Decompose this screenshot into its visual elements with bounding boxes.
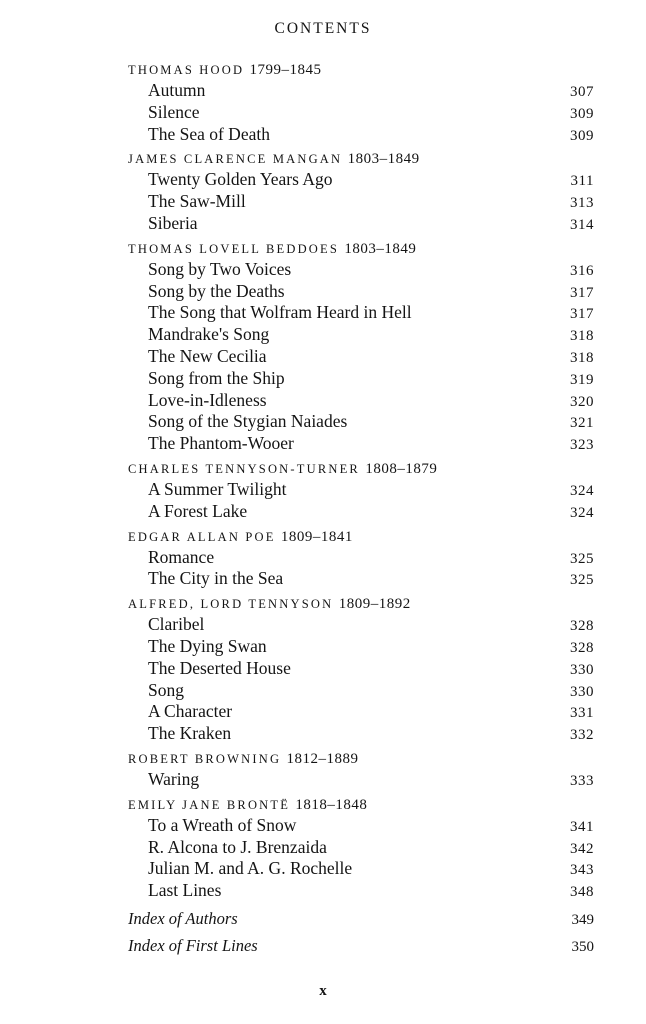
poem-title: A Forest Lake <box>148 500 248 521</box>
poem-title: The Deserted House <box>148 657 291 678</box>
poem-title: The Sea of Death <box>148 123 270 144</box>
poem-title: Claribel <box>148 614 205 635</box>
page-ref: 319 <box>570 371 594 388</box>
toc-entry <box>128 302 594 324</box>
author-heading <box>128 60 594 80</box>
index-title: Index of Authors <box>128 908 238 928</box>
toc-entry <box>128 815 594 837</box>
page-ref: 316 <box>570 262 594 279</box>
page-ref: 331 <box>570 705 594 722</box>
poem-title: Last Lines <box>148 880 222 901</box>
toc-entry <box>128 614 594 636</box>
author-section <box>128 594 594 745</box>
author-heading <box>128 795 594 815</box>
poem-title: Song by the Deaths <box>148 280 285 301</box>
author-dates: 1809–1892 <box>338 596 411 613</box>
toc-entry <box>128 281 594 303</box>
index-entry <box>128 933 594 958</box>
poem-title: Silence <box>148 101 200 122</box>
author-heading <box>128 594 594 614</box>
page-ref: 324 <box>570 482 594 499</box>
author-dates: 1818–1848 <box>295 796 368 813</box>
author-section <box>128 60 594 145</box>
page-ref: 328 <box>570 639 594 656</box>
author-heading <box>128 459 594 479</box>
poem-title: Julian M. and A. G. Rochelle <box>148 858 353 879</box>
author-heading <box>128 239 594 259</box>
author-section <box>128 795 594 902</box>
toc-entry <box>128 858 594 880</box>
toc-entry <box>128 390 594 412</box>
toc-entry <box>128 701 594 723</box>
toc-entry <box>128 124 594 146</box>
toc-entry <box>128 169 594 191</box>
author-name: THOMAS LOVELL BEDDOES <box>128 241 340 256</box>
index-entry <box>128 906 594 931</box>
author-section <box>128 459 594 523</box>
author-name: EDGAR ALLAN POE <box>128 529 276 544</box>
page-ref: 311 <box>570 173 594 190</box>
poem-title: Mandrake's Song <box>148 324 270 345</box>
poem-title: Song by Two Voices <box>148 258 292 279</box>
poem-title: The Song that Wolfram Heard in Hell <box>148 302 412 323</box>
author-section <box>128 149 594 234</box>
toc-entry <box>128 259 594 281</box>
toc-entry <box>128 368 594 390</box>
author-name: THOMAS HOOD <box>128 63 245 77</box>
poem-title: A Summer Twilight <box>148 478 287 499</box>
page-ref: 320 <box>570 393 594 410</box>
page-ref: 348 <box>570 884 594 901</box>
author-dates: 1812–1889 <box>286 750 359 767</box>
page-ref: 341 <box>570 818 594 835</box>
page-ref: 325 <box>570 550 594 567</box>
toc-entry <box>128 80 594 102</box>
page-ref: 318 <box>570 328 594 345</box>
toc-entry <box>128 324 594 346</box>
poem-title: A Character <box>148 701 233 722</box>
poem-title: Song from the Ship <box>148 367 285 388</box>
poem-title: Song <box>148 679 184 700</box>
toc-entry <box>128 191 594 213</box>
table-of-contents <box>128 60 594 958</box>
author-dates: 1799–1845 <box>249 62 322 78</box>
poem-title: The City in the Sea <box>148 568 284 589</box>
page-ref: 349 <box>571 911 594 928</box>
toc-entry <box>128 547 594 569</box>
page-ref: 309 <box>570 127 594 144</box>
poem-title: The Kraken <box>148 723 232 744</box>
page-ref: 324 <box>570 504 594 521</box>
page-ref: 350 <box>571 938 594 955</box>
toc-entry <box>128 411 594 433</box>
page-ref: 328 <box>570 618 594 635</box>
page-ref: 330 <box>570 661 594 678</box>
toc-entry <box>128 568 594 590</box>
page-ref: 333 <box>570 772 594 789</box>
toc-entry <box>128 658 594 680</box>
author-name: EMILY JANE BRONTË <box>128 797 291 812</box>
author-name: ALFRED, LORD TENNYSON <box>128 597 334 612</box>
poem-title: Autumn <box>148 80 206 100</box>
page-ref: 314 <box>570 216 594 233</box>
toc-entry <box>128 213 594 235</box>
author-name: ROBERT BROWNING <box>128 751 282 766</box>
poem-title: Twenty Golden Years Ago <box>148 169 333 190</box>
page-ref: 323 <box>570 437 594 454</box>
author-heading <box>128 149 594 169</box>
page-ref: 332 <box>570 727 594 744</box>
toc-entry <box>128 837 594 859</box>
poem-title: Waring <box>148 768 200 789</box>
page-ref: 307 <box>570 84 594 100</box>
author-dates: 1803–1849 <box>344 240 417 257</box>
page-ref: 343 <box>570 862 594 879</box>
toc-entry <box>128 880 594 902</box>
author-heading <box>128 527 594 547</box>
page-ref: 317 <box>570 306 594 323</box>
toc-entry <box>128 102 594 124</box>
page-ref: 309 <box>570 105 594 122</box>
author-heading <box>128 749 594 769</box>
poem-title: The Phantom-Wooer <box>148 433 294 454</box>
poem-title: Love-in-Idleness <box>148 389 267 410</box>
author-section <box>128 527 594 591</box>
author-name: JAMES CLARENCE MANGAN <box>128 152 343 167</box>
index-title: Index of First Lines <box>128 935 258 955</box>
toc-entry <box>128 433 594 455</box>
page-ref: 317 <box>570 284 594 301</box>
poem-title: The Saw-Mill <box>148 191 246 212</box>
toc-entry <box>128 479 594 501</box>
poem-title: R. Alcona to J. Brenzaida <box>148 836 327 857</box>
toc-entry <box>128 680 594 702</box>
author-name: CHARLES TENNYSON-TURNER <box>128 461 360 476</box>
page-ref: 325 <box>570 572 594 589</box>
page-ref: 321 <box>570 415 594 432</box>
poem-title: Siberia <box>148 212 198 233</box>
page-number: x <box>319 983 327 999</box>
poem-title: The Dying Swan <box>148 635 267 656</box>
toc-entry <box>128 501 594 523</box>
toc-entry <box>128 346 594 368</box>
page-ref: 318 <box>570 349 594 366</box>
poem-title: Song of the Stygian Naiades <box>148 411 348 432</box>
page-ref: 342 <box>570 840 594 857</box>
page-title: CONTENTS <box>274 20 372 37</box>
author-section <box>128 239 594 455</box>
page-ref: 330 <box>570 683 594 700</box>
author-dates: 1809–1841 <box>280 528 353 545</box>
author-dates: 1808–1879 <box>365 460 438 477</box>
page-ref: 313 <box>570 195 594 212</box>
toc-entry <box>128 723 594 745</box>
poem-title: The New Cecilia <box>148 345 267 366</box>
toc-entry <box>128 769 594 791</box>
author-section <box>128 749 594 791</box>
author-dates: 1803–1849 <box>347 151 420 168</box>
toc-entry <box>128 636 594 658</box>
poem-title: To a Wreath of Snow <box>148 814 297 835</box>
poem-title: Romance <box>148 546 215 567</box>
